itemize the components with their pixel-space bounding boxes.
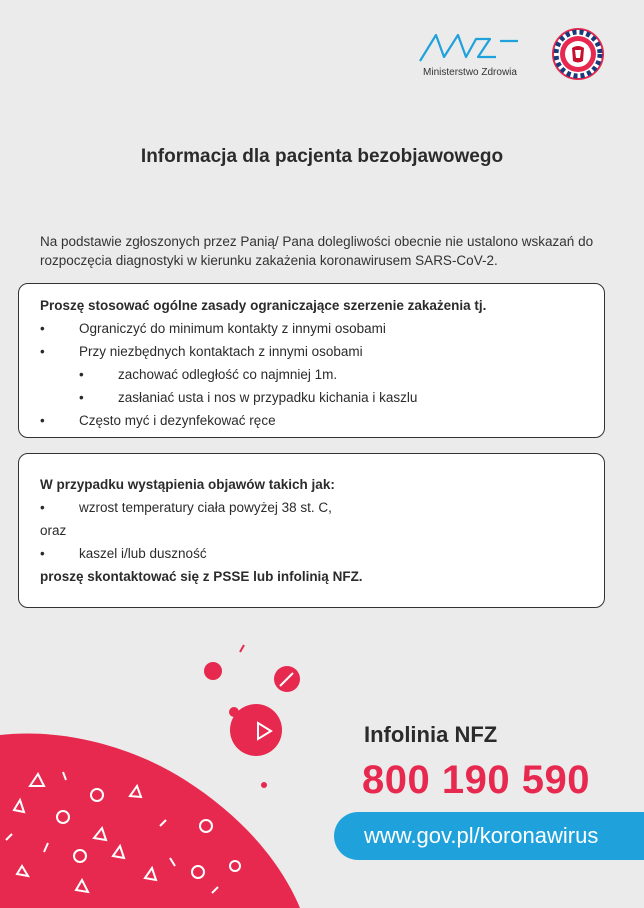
ministry-logo-icon [418, 31, 522, 65]
page-title: Informacja dla pacjenta bezobjawowego [140, 146, 504, 167]
sub-list-item: • zasłaniać usta i nos w przypadku kichania i kaszlu [79, 390, 418, 405]
connector-text: oraz [40, 523, 67, 538]
list-item: • Często myć i dezynfekować ręce [40, 413, 276, 428]
intro-text: Na podstawie zgłoszonych przez Panią/ Pana dolegliwości obecnie nie ustalono wskazań do rozpoczęcia diagnostyki w kierunku zakażenia koronawirusem SARS-CoV-2. [40, 233, 594, 268]
sub-list-item: • zachować odległość co najmniej 1m. [79, 367, 338, 382]
symptoms-box [18, 453, 605, 608]
infolinia-label: Infolinia NFZ [364, 722, 498, 747]
phone-number[interactable]: 800 190 590 [362, 758, 590, 802]
red-dot [261, 782, 267, 788]
symptoms-heading: W przypadku wystąpienia objawów takich jak: [40, 477, 335, 492]
red-dot [204, 662, 222, 680]
list-item: • Przy niezbędnych kontaktach z innymi osobami [40, 344, 363, 359]
general-rules-box [18, 283, 605, 438]
pis-logo-icon [552, 28, 604, 80]
list-item: • kaszel i/lub duszność [40, 546, 207, 561]
header-logos [418, 28, 604, 80]
closing-instruction: proszę skontaktować się z PSSE lub infolinią NFZ. [40, 569, 363, 584]
ministry-logo [418, 31, 522, 78]
list-item: • wzrost temperatury ciała powyżej 38 st. C, [40, 500, 332, 515]
list-item: • Ograniczyć do minimum kontakty z innymi osobami [40, 321, 386, 336]
red-blob-shape [0, 733, 300, 908]
rules-heading: Proszę stosować ogólne zasady ograniczające szerzenie zakażenia tj. [40, 298, 487, 313]
ministry-logo-text: Ministerstwo Zdrowia [423, 66, 517, 78]
website-link[interactable]: www.gov.pl/koronawirus [334, 812, 644, 860]
